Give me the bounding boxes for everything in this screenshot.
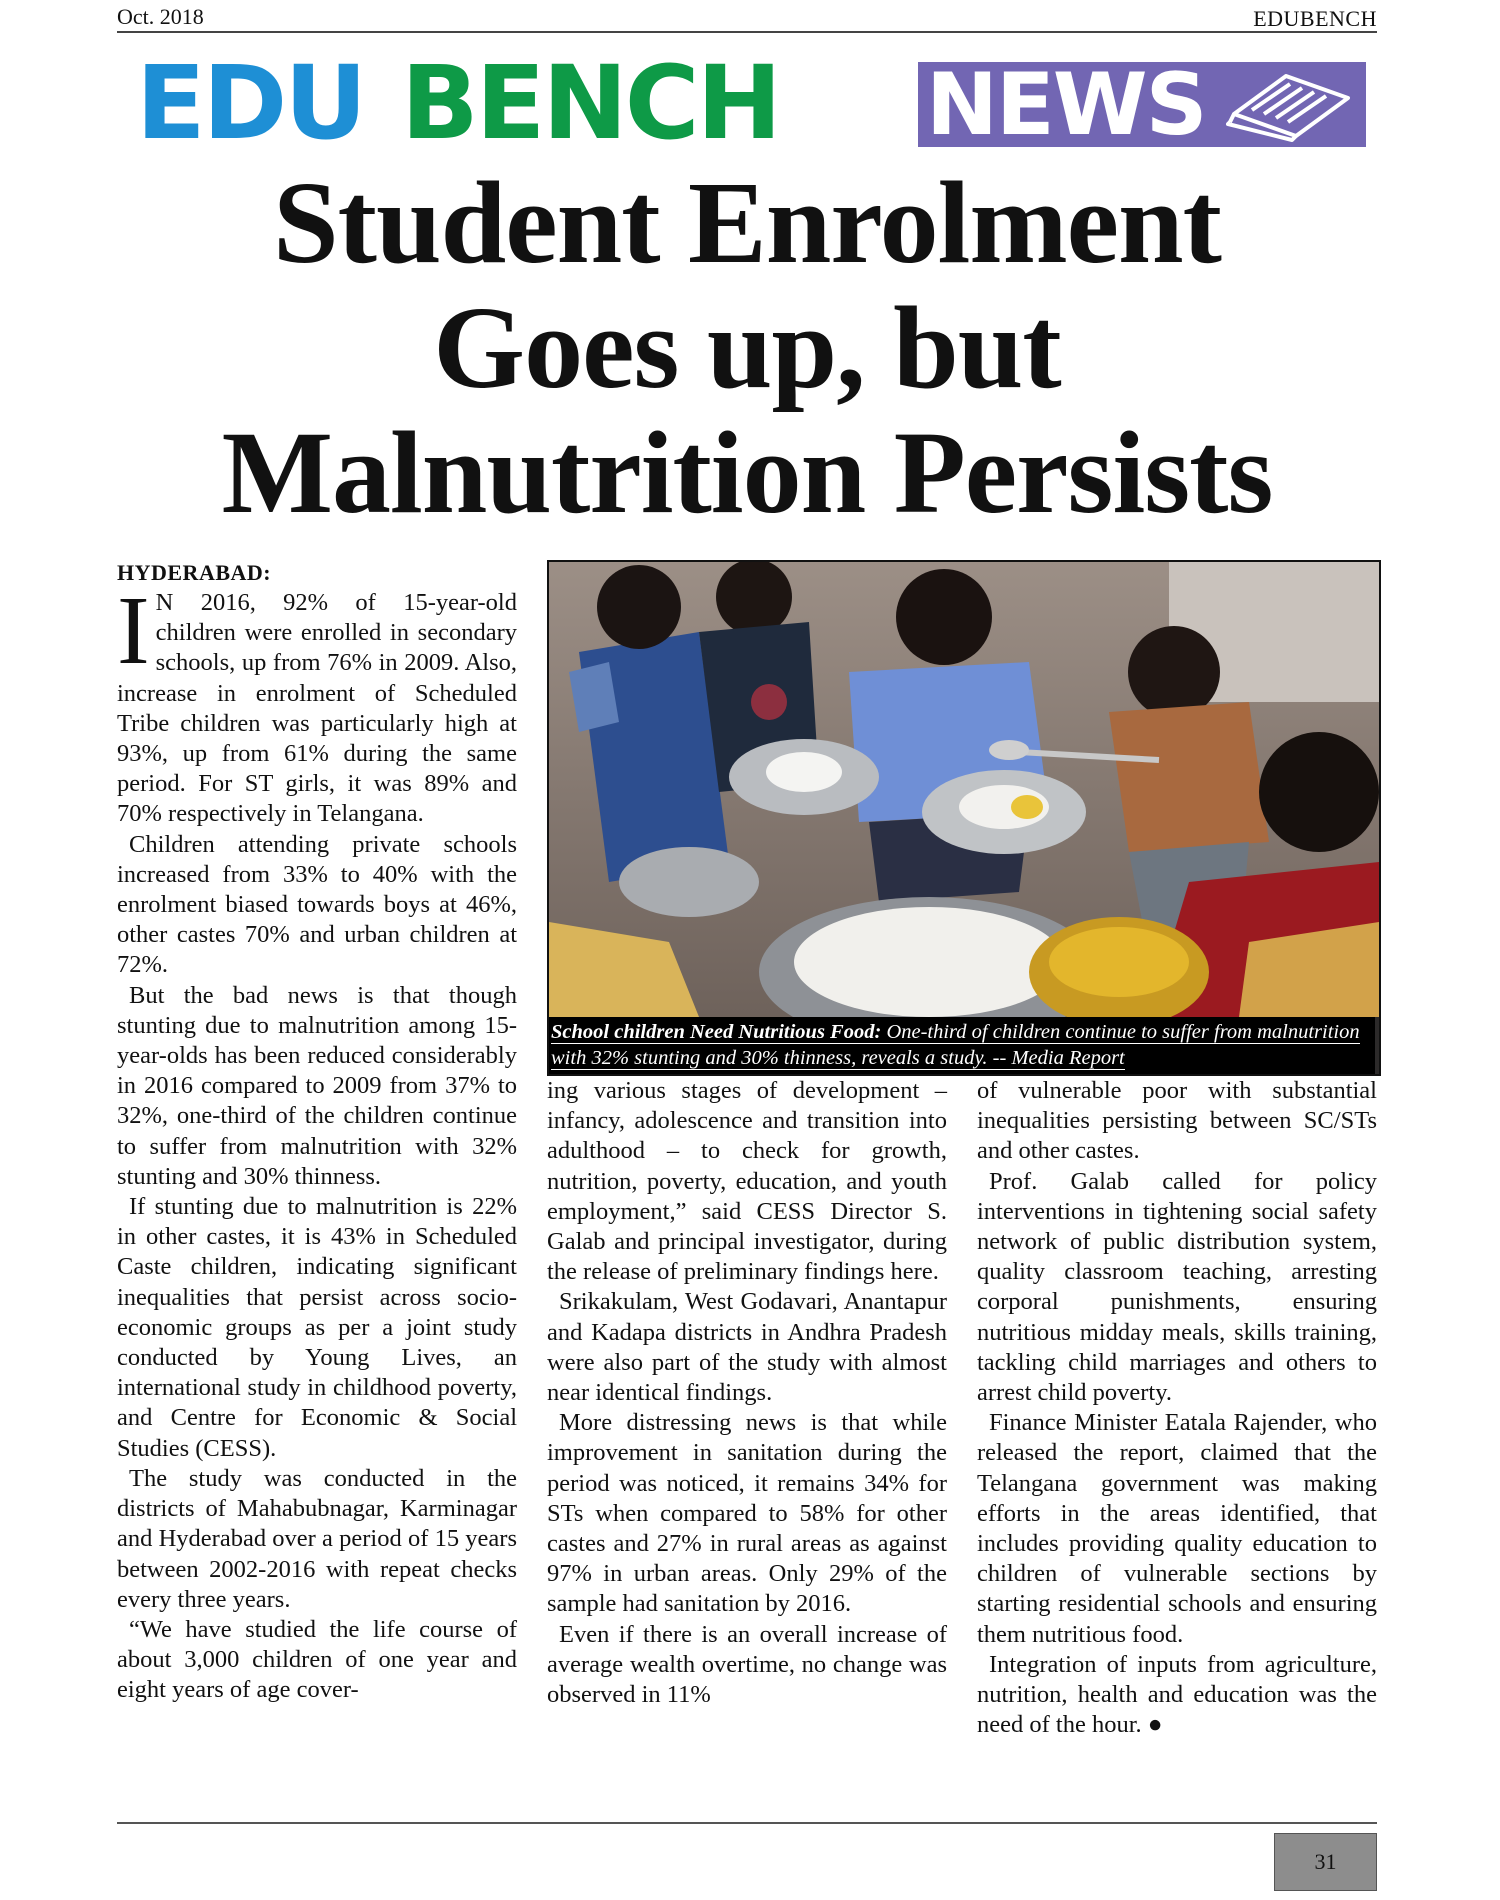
headline-line: Student Enrolment — [273, 157, 1221, 288]
footer-divider — [117, 1822, 1377, 1824]
logo-edu: EDU — [136, 44, 365, 163]
article-column-3 — [977, 1076, 1377, 1740]
paragraph: Even if there is an overall increase of average wealth overtime, no change was observed in 11% — [547, 1620, 947, 1709]
masthead-logo — [136, 44, 1366, 163]
issue-date: Oct. 2018 — [117, 4, 204, 29]
article-photo — [547, 560, 1381, 1076]
drop-cap: I — [117, 577, 150, 685]
dateline: HYDERABAD: — [117, 560, 272, 585]
paragraph: Prof. Galab called for policy interventions in tightening social safety network of public distribution system, quality classroom teaching, arresting corporal punishments, ensuring nutritious midday meals, skills training, tackling child marriages and others to arrest child poverty. — [977, 1167, 1377, 1407]
paragraph: Finance Minister Eatala Rajender, who released the report, claimed that the Telangana government was making efforts in the areas identified, that includes providing quality education to children of vulnerable sections by starting residential schools and ensuring them nutritious food. — [977, 1409, 1377, 1648]
publication-name: EDUBENCH — [1253, 6, 1377, 31]
caption-title: School children Need Nutritious Food: — [551, 1021, 882, 1043]
paragraph: Integration of inputs from agriculture, nutrition, health and education was the need of the hour. ● — [977, 1650, 1377, 1739]
paragraph: More distressing news is that while improvement in sanitation during the period was noticed, it remains 34% for STs when compared to 58% for other castes and 27% in rural areas as against 97% in urban areas. Only 29% of the sample had sanitation by 2016. — [547, 1409, 947, 1618]
logo-news: NEWS — [926, 55, 1206, 155]
paragraph: If stunting due to malnutrition is 22% in other castes, it is 43% in Scheduled Caste children, indicating significant inequalities that persist across socio-economic groups as per a joint study conducted by Young Lives, an international study in childhood poverty, and Centre for Economic & Social Studies (CESS). — [117, 1193, 517, 1462]
logo-news-box — [918, 55, 1366, 155]
paragraph: But the bad news is that though stunting due to malnutrition among 15-year-olds has been reduced considerably in 2016 compared to 2009 from 37% to 32%, one-third of the children continue to suffer from malnutrition with 32% stunting and 30% thinness. — [117, 981, 517, 1190]
article-column-1 — [117, 558, 517, 1706]
article-headline — [117, 157, 1377, 538]
running-header — [117, 0, 1377, 32]
newspaper-icon — [1224, 70, 1356, 142]
paragraph: ing various stages of development – infancy, adolescence and transition into adulthood – to check for growth, nutrition, poverty, education, and youth employment,” said CESS Director S. Galab and principal investigator, during the release of preliminary findings here. — [547, 1077, 947, 1286]
paragraph: Children attending private schools increased from 33% to 40% with the enrolment biased towards boys at 46%, other castes 70% and urban children at 72%. — [117, 830, 517, 979]
paragraph: Srikakulam, West Godavari, Anantapur and Kadapa districts in Andhra Pradesh were also part of the study with almost near identical findings. — [547, 1288, 947, 1407]
headline-line: Goes up, but — [433, 282, 1061, 413]
paragraph-text: N 2016, 92% of 15-year-old children were enrolled in secondary schools, up from 76% in 2009. Also, increase in enrolment of Scheduled Tribe children was particularly high at 93%, up from 61% during the same period. For ST girls, it was 89% and 70% respectively in Telangana. — [117, 589, 517, 828]
paragraph: The study was conducted in the districts of Mahabubnagar, Karminagar and Hyderabad over a period of 15 years between 2002-2016 with repeat checks every three years. — [117, 1464, 517, 1613]
children-meal-photo — [549, 562, 1379, 1017]
paragraph: “We have studied the life course of about 3,000 children of one year and eight years of age cover- — [117, 1615, 517, 1704]
header-divider — [117, 31, 1377, 33]
logo-bench: BENCH — [401, 44, 780, 163]
paragraph: of vulnerable poor with substantial inequalities persisting between SC/STs and other castes. — [977, 1077, 1377, 1165]
page-number: 31 — [1274, 1833, 1377, 1891]
headline-line: Malnutrition Persists — [221, 407, 1273, 538]
caption-text: One-third of children continue to suffer from malnutrition with 32% stunting and 30% thinness, reveals a study. -- Media Report — [551, 1021, 1360, 1069]
photo-caption — [549, 1017, 1375, 1074]
article-column-2 — [547, 1076, 947, 1710]
paragraph — [117, 577, 517, 830]
